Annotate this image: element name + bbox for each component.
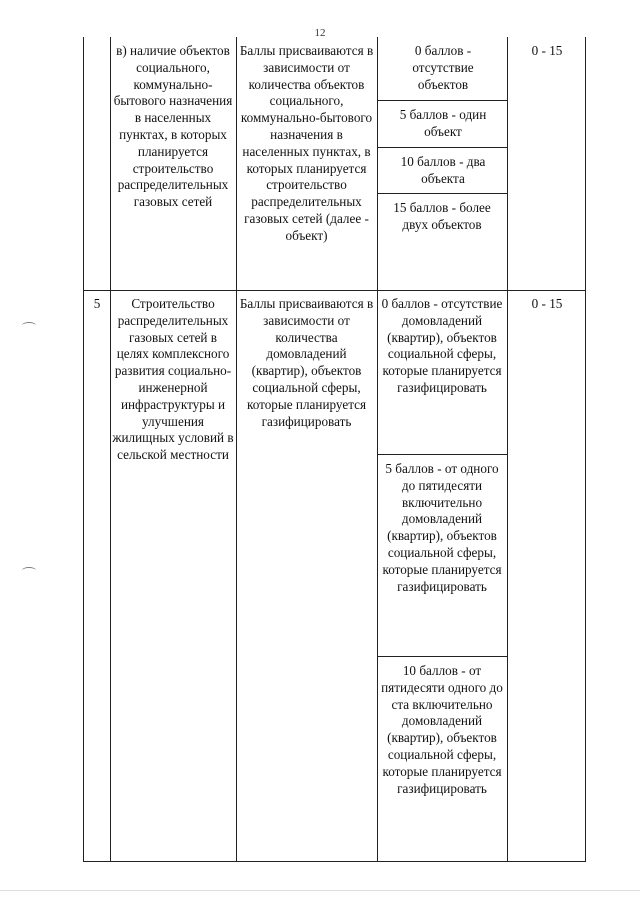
row1-score-2: 10 баллов - два объекта — [400, 154, 486, 186]
criteria-table — [83, 37, 586, 862]
row2-criterion: Строительство распределительных газовых сетей в целях комплексного развития социально-инженерной инфраструктуры и улучшения жилищных условий в сельской местности — [112, 296, 234, 463]
col-divider-1 — [110, 37, 111, 861]
score-divider — [377, 656, 507, 657]
score-divider — [377, 100, 507, 101]
score-divider — [377, 193, 507, 194]
row2-range: 0 - 15 — [531, 296, 563, 311]
row2-number: 5 — [93, 296, 101, 311]
row1-range: 0 - 15 — [531, 43, 563, 58]
page-number: 12 — [314, 27, 326, 39]
row1-score-1: 5 баллов - один объект — [399, 107, 487, 139]
row2-score-0: 0 баллов - отсутствие домовладений (квартир), объектов социальной сферы, которые планируется газифицировать — [381, 296, 503, 395]
row-divider — [84, 290, 585, 291]
row1-score-3: 15 баллов - более двух объектов — [393, 200, 491, 232]
col-divider-4 — [507, 37, 508, 861]
score-divider — [377, 147, 507, 148]
col-divider-2 — [236, 37, 237, 861]
score-divider — [377, 454, 507, 455]
col-divider-3 — [377, 37, 378, 861]
row2-score-2: 10 баллов - от пятидесяти одного до ста включительно домовладений (квартир), объектов социальной сферы, которые планируется газифицировать — [381, 663, 503, 796]
punch-mark-bottom — [22, 567, 36, 574]
row1-score-0: 0 баллов - отсутствие объектов — [412, 43, 474, 92]
row2-method: Баллы присваиваются в зависимости от количества домовладений (квартир), объектов социальной сферы, которые планируется газифицировать — [239, 296, 374, 429]
punch-mark-top — [22, 322, 36, 329]
page-edge-line — [0, 890, 640, 891]
row1-criterion: в) наличие объектов социального, коммунально-бытового назначения в населенных пунктах, в которых планируется строительство распределительных газовых сетей — [113, 43, 233, 210]
row2-score-1: 5 баллов - от одного до пятидесяти включительно домовладений (квартир), объектов социальной сферы, которые планируется газифицировать — [382, 461, 502, 594]
row1-method: Баллы присваиваются в зависимости от количества объектов социального, коммунально-бытового назначения в населенных пунктах, в которых планируется строительство распределительных газовых сетей (далее - объект) — [239, 43, 374, 243]
